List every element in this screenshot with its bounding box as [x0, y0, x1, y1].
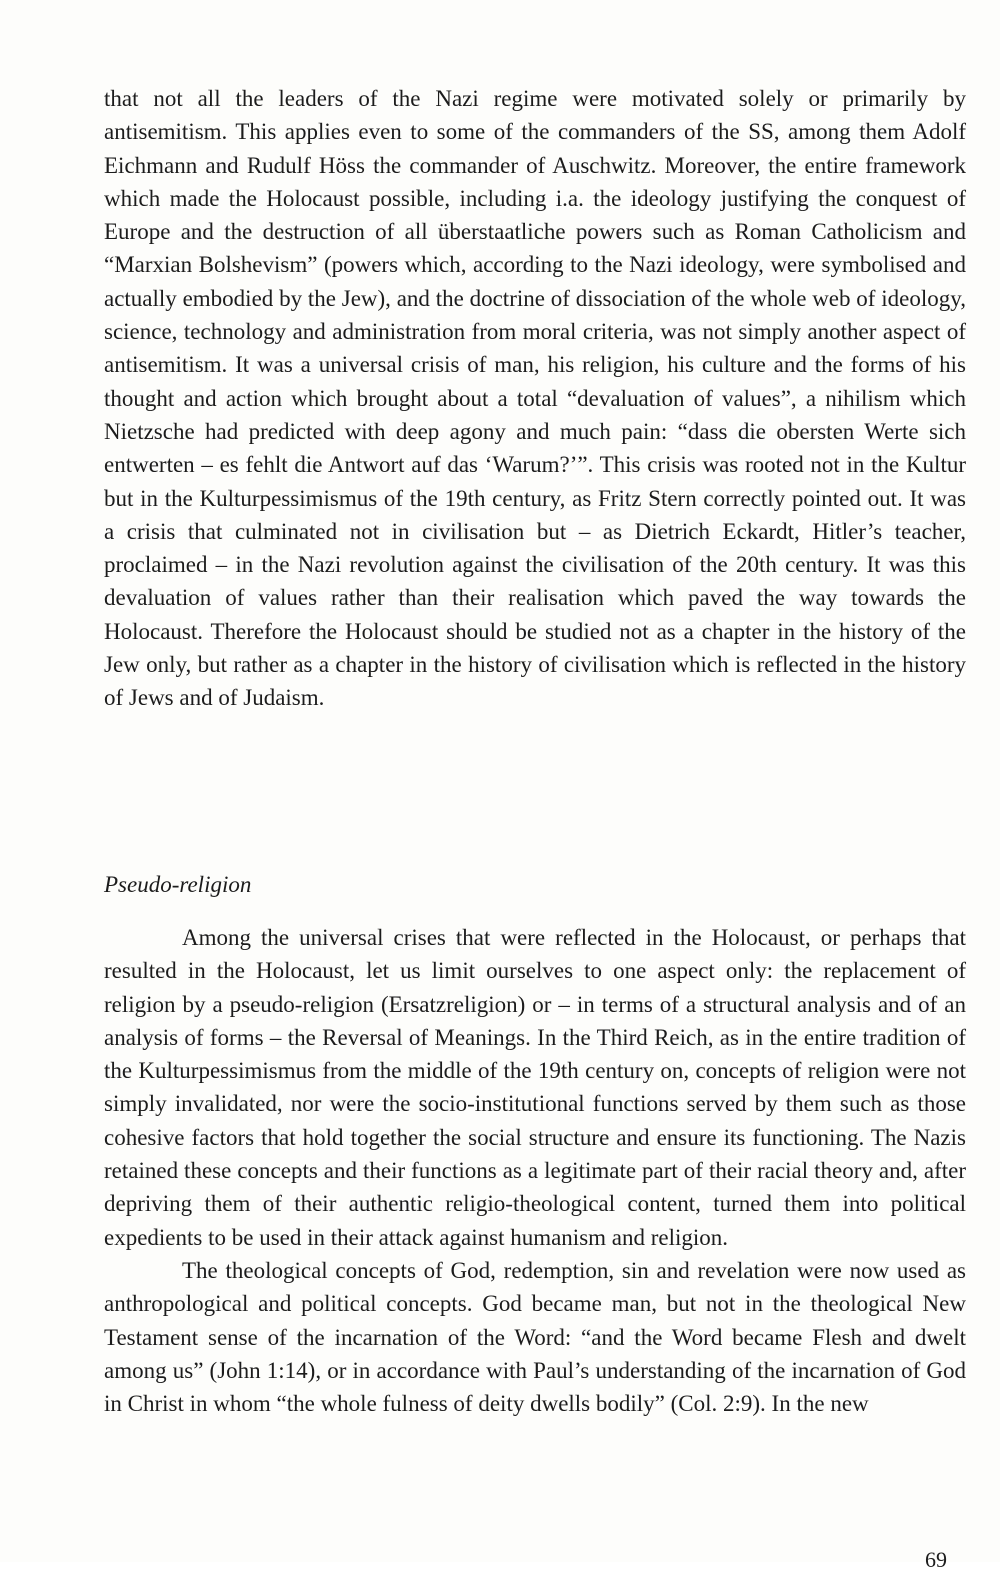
paragraph-1: that not all the leaders of the Nazi regime were motivated solely or primarily by antisemitism. This applies even to some of the commanders of the SS, among them Adolf Eichmann and Rudulf Höss the commander of Auschwitz. Moreover, the entire framework which made the Holocaust possible, including i.a. the ideology justifying the conquest of Europe and the destruction of all überstaatliche powers such as Roman Catholicism and “Marxian Bolshevism” (powers which, according to the Nazi ideology, were symbolised and actually embodied by the Jew), and the doctrine of dissociation of the whole web of ideology, science, technology and administration from moral criteria, was not simply another aspect of antisemitism. It was a universal crisis of man, his religion, his culture and the forms of his thought and action which brought about a total “devaluation of values”, a nihilism which Nietzsche had predicted with deep agony and much pain: “dass die obersten Werte sich entwerten – es fehlt die Antwort auf das ‘Warum?’”. This crisis was rooted not in the Kultur but in the Kulturpessimismus of the 19th century, as Fritz Stern correctly pointed out. It was a crisis that culminated not in civilisation but – as Dietrich Eckardt, Hitler’s teacher, proclaimed – in the Nazi revolution against the civilisation of the 20th century. It was this devaluation of values rather than their realisation which paved the way towards the Holocaust. Therefore the Holocaust should be studied not as a chapter in the history of the Jew only, but rather as a chapter in the history of civilisation which is reflected in the history of Jews and of Judaism. [104, 86, 966, 711]
body-text-top [104, 82, 966, 715]
section-heading: Pseudo-religion [104, 872, 252, 897]
page-number: 69 [925, 1547, 947, 1572]
paragraph-2: Among the universal crises that were reflected in the Holocaust, or perhaps that resulted in the Holocaust, let us limit ourselves to one aspect only: the replacement of religion by a pseudo-religion (Ersatzreligion) or – in terms of a structural analysis and of an analysis of forms – the Reversal of Meanings. In the Third Reich, as in the entire tradition of the Kulturpessimismus from the middle of the 19th century on, concepts of religion were not simply invalidated, nor were the socio-institutional functions served by them such as those cohesive factors that hold together the social structure and ensure its functioning. The Nazis retained these concepts and their functions as a legitimate part of their racial theory and, after depriving them of their authentic religio-theological content, turned them into political expedients to be used in their attack against humanism and religion. [104, 925, 966, 1250]
body-text-bottom [104, 921, 966, 1420]
paragraph-3: The theological concepts of God, redemption, sin and revelation were now used as anthropological and political concepts. God became man, but not in the theological New Testament sense of the incarnation of the Word: “and the Word became Flesh and dwelt among us” (John 1:14), or in accordance with Paul’s understanding of the incarnation of God in Christ in whom “the whole fulness of deity dwells bodily” (Col. 2:9). In the new [104, 1257, 966, 1417]
